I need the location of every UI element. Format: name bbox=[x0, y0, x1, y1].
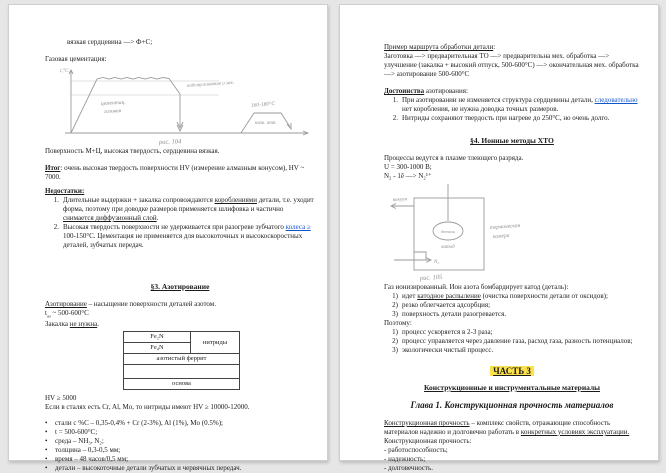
bullet-icon: • bbox=[45, 455, 48, 464]
list-number: 2. bbox=[53, 223, 59, 231]
section-4-title: §4. Ионные методы ХТО bbox=[470, 136, 554, 145]
highlighted-text: ЧАСТЬ 3 bbox=[490, 366, 534, 376]
text-segment: (очистка поверхности детали от оксидов); bbox=[480, 292, 608, 300]
flaw-item-2 bbox=[45, 223, 315, 250]
ion-effect-3 bbox=[384, 310, 640, 319]
flaw-item-1 bbox=[45, 196, 315, 223]
curve-annotation-1a: цементац. bbox=[100, 99, 126, 107]
list-item-text: среда – NH₃, N₂; bbox=[55, 437, 104, 446]
document-page-left bbox=[8, 4, 328, 473]
page-right-content bbox=[340, 5, 658, 473]
bullet-icon: • bbox=[45, 446, 48, 455]
hyperlink[interactable]: колеса ≥ bbox=[285, 223, 311, 231]
itog-label: Итог bbox=[45, 164, 61, 172]
bullet-icon: • bbox=[45, 428, 48, 437]
advantage-item-2-text: Нитриды сохраняют твердость при нагреве до 250°C, но очень долго. bbox=[402, 114, 610, 122]
list-number: 3) bbox=[392, 346, 398, 354]
text-segment: азотирования: bbox=[424, 87, 468, 95]
text-segment: нет коробления, не нужна доводка точных размеров. bbox=[402, 105, 559, 113]
ion-effect-2 bbox=[384, 301, 640, 310]
gas-inlet-pipe bbox=[394, 252, 431, 263]
text-segment: Высокая твердость поверхности не удерживается при разогреве зубчатого bbox=[63, 223, 286, 231]
text-segment: . bbox=[156, 214, 159, 222]
text-segment: ~ 500-600°C bbox=[50, 309, 89, 317]
list-number: 2. bbox=[392, 114, 398, 122]
cell-fe4n: Fe₄N bbox=[124, 343, 191, 354]
text-segment: детали, т.е. уходит форма, поэтому при доводке размеров применяется шлифовка и частично bbox=[63, 196, 314, 213]
ion-effect-3-text: поверхность детали разогревается. bbox=[402, 310, 507, 318]
list-item-text: стали с %C – 0,35-0,4% + Cr (2-3%), Al (1%), Mo (0.5%); bbox=[55, 419, 223, 428]
route-paragraph: Заготовка —> предварительная ТО —> предварительна мех. обработка —> улучшение (закалка + высокий отпуск, 500-600°C) —> окончательная мех. обработка —> азотирование 500-600°C bbox=[384, 52, 639, 78]
phase-layer-table bbox=[123, 331, 240, 390]
list-item-text: t = 500-600°C; bbox=[55, 428, 98, 437]
chamber-label-1: термическая bbox=[489, 222, 521, 231]
y-axis-label: t,°C bbox=[60, 68, 69, 74]
flaw-item-2-text bbox=[63, 223, 315, 250]
strength-definition bbox=[384, 419, 640, 437]
curve-annotation-1b: газовая bbox=[103, 108, 122, 115]
bullet-icon: • bbox=[45, 464, 48, 473]
cell-empty bbox=[124, 365, 240, 379]
bullet-icon: • bbox=[45, 437, 48, 446]
figure-caption: рис. 105 bbox=[419, 273, 443, 282]
curve-annotation-2: подстуживание и зак. bbox=[186, 80, 235, 89]
text-segment: : bbox=[493, 43, 496, 51]
underlined-text: не нужна bbox=[69, 320, 98, 329]
result-item-1 bbox=[384, 328, 640, 337]
list-item bbox=[45, 437, 315, 446]
gas-cementation-label: Газовая цементация: bbox=[45, 55, 107, 63]
ion-effect-2-text: резко облегчается адсорбция; bbox=[402, 301, 491, 309]
temperature-line bbox=[45, 309, 315, 320]
list-item bbox=[45, 455, 315, 464]
list-item-text: время – 48 часов/0,5 мм; bbox=[55, 455, 129, 464]
surface-result-line: Поверхность М+Ц, высокая твердость, сердцевина вязкая. bbox=[45, 147, 220, 155]
part-3-subtitle: Конструкционные и инструментальные материалы bbox=[423, 383, 601, 392]
flaw-item-1-text bbox=[63, 196, 315, 223]
underlined-text: снимается диффузионный слой bbox=[63, 214, 157, 222]
underlined-text: короблениями bbox=[214, 196, 257, 204]
underlined-text: Азотирование bbox=[45, 300, 87, 308]
underlined-text: Пример маршрута обработки детали bbox=[384, 43, 494, 51]
figure-caption: рис. 104 bbox=[158, 138, 182, 146]
text-segment: Закалка bbox=[45, 320, 70, 329]
gas-label: N₂ bbox=[434, 260, 440, 265]
text-segment: – насыщение поверхности деталей азотом. bbox=[86, 300, 216, 308]
list-number: 3) bbox=[392, 310, 398, 318]
ion-effect-1-text bbox=[402, 292, 640, 301]
text-segment: идет bbox=[402, 292, 418, 300]
list-item-text: детали – высокоточные детали зубчатых и червячных передач. bbox=[55, 464, 242, 473]
text-segment: Длительные выдержки + закалка сопровождаются bbox=[63, 196, 215, 204]
plasma-line: Процессы ведутся в плазме тлеющего разряда. bbox=[384, 154, 524, 162]
cell-nitrides: нитриды bbox=[191, 332, 240, 354]
detail-label: деталь bbox=[441, 229, 455, 234]
underlined-text: Достоинства bbox=[384, 87, 425, 95]
list-item bbox=[45, 428, 315, 437]
route-heading bbox=[384, 43, 640, 52]
nitriding-definition bbox=[45, 300, 315, 309]
cell-base: основа bbox=[124, 379, 240, 390]
list-number: 1) bbox=[392, 292, 398, 300]
hardness-line-2: Если в сталях есть Cr, Al, Mo, то нитриды имеют HV ≥ 10000-12000. bbox=[45, 403, 250, 412]
advantages-heading bbox=[384, 87, 640, 96]
strength-item: - надежность; bbox=[384, 455, 426, 463]
ionized-gas-line: Газ ионизированный. Ион азота бомбардирует катод (деталь): bbox=[384, 283, 569, 291]
result-item-2-text: процесс управляется через давление газа, расход газа, разность потенциалов; bbox=[402, 337, 633, 345]
table-row bbox=[124, 332, 240, 343]
list-item bbox=[45, 419, 315, 428]
vacuum-pipe bbox=[391, 204, 414, 209]
itog-text: : очень высокая твердость поверхности HV (измерение алмазным конусом), HV ~ 7000. bbox=[45, 164, 305, 181]
table-row bbox=[124, 354, 240, 365]
list-number: 1. bbox=[392, 96, 398, 104]
list-item bbox=[45, 464, 315, 473]
list-number: 2) bbox=[392, 337, 398, 345]
nitriding-bullet-list bbox=[45, 419, 315, 473]
ion-effect-1 bbox=[384, 292, 640, 301]
paragraph-itog bbox=[45, 164, 315, 182]
subscript: аз bbox=[46, 313, 51, 319]
underlined-text: Конструкционная прочность bbox=[384, 419, 470, 427]
cell-fe2n: Fe₂N bbox=[124, 332, 191, 343]
underlined-text: катодное распыление bbox=[417, 292, 481, 300]
flaws-heading: Недостатки: bbox=[45, 187, 85, 195]
result-item-2 bbox=[384, 337, 640, 346]
advantage-item-1 bbox=[384, 96, 640, 114]
result-item-3 bbox=[384, 346, 640, 355]
text-segment: При азотировании не изменяется структура сердцевины детали, bbox=[402, 96, 595, 104]
text-segment: . bbox=[97, 320, 99, 329]
page-left-content bbox=[9, 5, 327, 473]
document-page-right bbox=[339, 4, 659, 472]
section-3-title: §3. Азотирование bbox=[150, 282, 210, 291]
figure-gas-cementation-sketch bbox=[59, 65, 321, 145]
part-3-heading bbox=[384, 366, 640, 376]
text-segment: t bbox=[45, 309, 47, 317]
strength-item: - долговечность. bbox=[384, 464, 433, 472]
result-item-1-text: процесс ускоряется в 2-3 раза; bbox=[402, 328, 493, 336]
list-item-text: толщина – 0,3-0,5 мм; bbox=[55, 446, 121, 455]
advantage-item-2 bbox=[384, 114, 640, 123]
hyperlink[interactable]: следовательно bbox=[594, 96, 638, 104]
list-number: 2) bbox=[392, 301, 398, 309]
therefore-line: Поэтому: bbox=[384, 319, 412, 327]
table-row bbox=[124, 379, 240, 390]
voltage-line: U = 300-1000 В; bbox=[384, 163, 432, 171]
quenching-line bbox=[45, 320, 315, 329]
list-number: 1. bbox=[53, 196, 59, 204]
strength-item: - работоспособность; bbox=[384, 446, 448, 454]
list-item bbox=[45, 446, 315, 455]
tempering-temp-label: 160-180°C bbox=[250, 100, 276, 109]
cathode-label: катод bbox=[441, 245, 455, 250]
strength-list-label: Конструкционная прочность: bbox=[384, 437, 472, 445]
vacuum-label: вакуум bbox=[392, 197, 408, 203]
result-item-3-text: экологически чистый процесс. bbox=[402, 346, 494, 354]
intro-line: вязкая сердцевина —> Ф+С; bbox=[67, 38, 153, 46]
cell-ferrite: азотистый феррит bbox=[124, 354, 240, 365]
figure-ion-chamber-sketch bbox=[386, 182, 556, 282]
hardness-line-1: HV ≥ 5000 bbox=[45, 394, 77, 403]
list-number: 1) bbox=[392, 328, 398, 336]
bullet-icon: • bbox=[45, 419, 48, 428]
chamber-label-2: камера bbox=[492, 232, 510, 240]
underlined-text: конкретных условиях эксплуатации. bbox=[520, 428, 630, 436]
cementation-cycle-curve bbox=[71, 78, 183, 134]
table-row bbox=[124, 365, 240, 379]
chamber-outline bbox=[414, 184, 484, 270]
text-segment: – комплекс свойств, отражающие способность материалов надежно и долговечно работать в bbox=[384, 419, 611, 436]
text-segment: 100-150°C. Цементация не применяется для высокоточных и высокоскоростных деталей, зубчатых передач. bbox=[63, 232, 303, 249]
chapter-1-title: Глава 1. Конструкционная прочность материалов bbox=[410, 400, 614, 410]
ionization-formula: N₂ - 1ē —> N₂¹⁺ bbox=[384, 172, 432, 180]
tempering-annotation: низк. отп. bbox=[255, 121, 277, 126]
advantage-item-1-text bbox=[402, 96, 640, 114]
